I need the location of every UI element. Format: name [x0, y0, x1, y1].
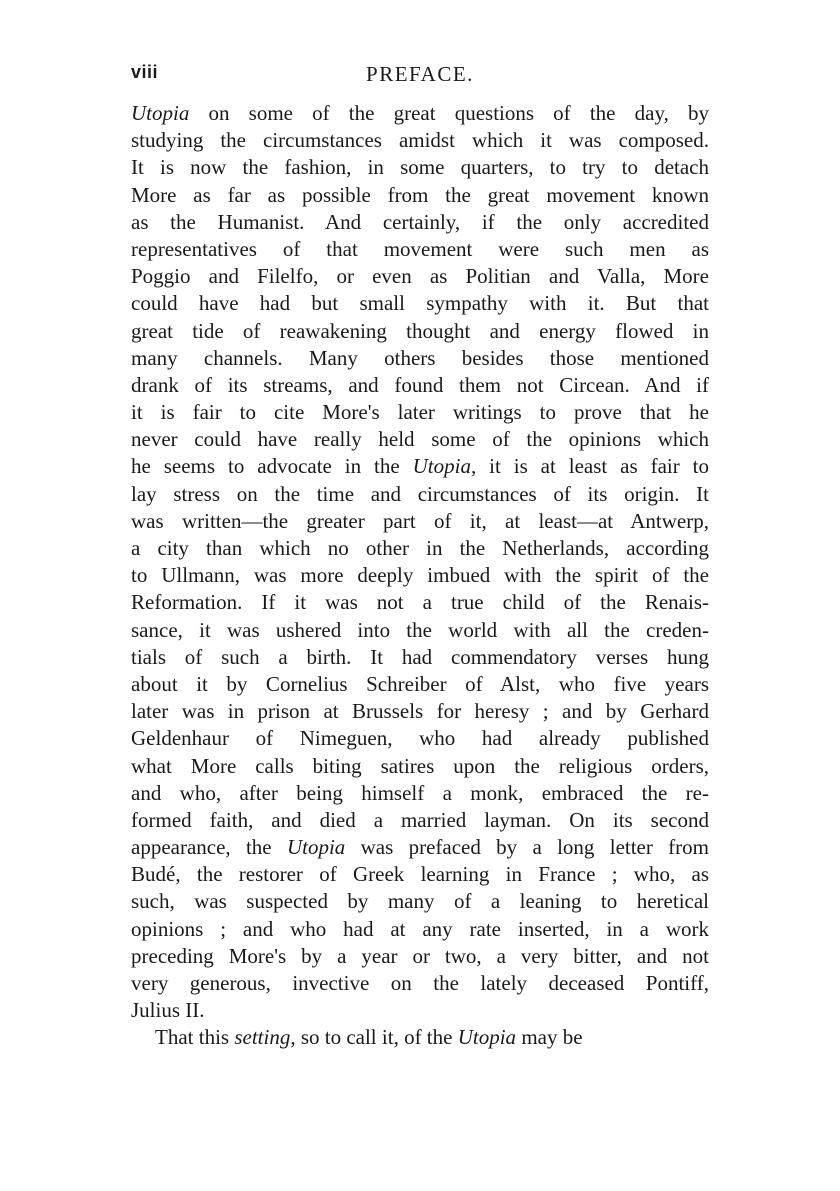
text-segment: Geldenhaur of Nimeguen, who had already published: [131, 726, 709, 751]
text-segment: could have had but small sympathy with it. But that: [131, 291, 709, 316]
text-line: [131, 807, 709, 834]
text-segment: , so to call it, of the: [290, 1025, 458, 1050]
text-segment: was prefaced by a long letter from: [345, 835, 710, 860]
text-segment: to Ullmann, was more deeply imbued with the spirit of the: [131, 563, 709, 588]
text-line: [131, 236, 709, 263]
text-segment: That this: [155, 1025, 235, 1050]
text-line: [131, 888, 709, 915]
text-line: [131, 698, 709, 725]
running-title: PREFACE.: [366, 62, 474, 86]
text-segment: opinions ; and who had at any rate inserted, in a work: [131, 916, 709, 941]
text-line: [131, 345, 709, 372]
text-segment: studying the circumstances amidst which it was composed.: [131, 128, 709, 153]
italic-text: Utopia: [286, 835, 346, 860]
text-line: [131, 209, 709, 236]
text-line: [131, 970, 709, 997]
text-segment: very generous, invective on the lately deceased Pontiff,: [131, 971, 709, 995]
text-line: [131, 753, 709, 780]
text-segment: may be: [516, 1025, 583, 1050]
text-line: [131, 263, 709, 290]
text-segment: appearance, the: [131, 835, 287, 860]
text-line: [131, 589, 709, 616]
body-text: [131, 100, 709, 1052]
text-line: [131, 725, 709, 752]
italic-text: Utopia: [457, 1025, 517, 1050]
text-segment: drank of its streams, and found them not Circean. And if: [131, 372, 709, 397]
text-segment: Reformation. If it was not a true child of the Renais-: [131, 590, 709, 615]
text-segment: , it is at least as fair to: [470, 454, 709, 479]
text-line: [131, 997, 709, 1024]
text-line: [131, 671, 709, 698]
text-segment: as the Humanist. And certainly, if the only accredited: [131, 209, 709, 234]
text-line: [131, 617, 709, 644]
text-segment: many channels. Many others besides those mentioned: [131, 345, 709, 370]
page-number: viii: [131, 62, 159, 82]
text-line: [131, 780, 709, 807]
text-line: [131, 127, 709, 154]
italic-text: setting: [234, 1025, 291, 1050]
text-segment: sance, it was ushered into the world with all the creden-: [131, 617, 709, 642]
text-segment: what More calls biting satires upon the religious orders,: [131, 753, 709, 778]
text-line: [131, 453, 709, 480]
book-page: [131, 62, 709, 1052]
text-line: [131, 372, 709, 399]
text-segment: and who, after being himself a monk, embraced the re-: [131, 780, 709, 805]
text-line: [131, 426, 709, 453]
text-segment: such, was suspected by many of a leaning to heretical: [131, 889, 709, 914]
text-segment: it is fair to cite More's later writings to prove that he: [131, 400, 709, 425]
text-segment: More as far as possible from the great movement known: [131, 182, 709, 207]
text-segment: tials of such a birth. It had commendatory verses hung: [131, 644, 709, 669]
text-line: [131, 318, 709, 345]
text-segment: great tide of reawakening thought and energy flowed in: [131, 318, 709, 343]
text-line: [131, 399, 709, 426]
text-segment: lay stress on the time and circumstances of its origin. It: [131, 481, 709, 506]
text-line: [131, 861, 709, 888]
text-segment: Budé, the restorer of Greek learning in France ; who, as: [131, 862, 709, 887]
text-segment: never could have really held some of the opinions which: [131, 427, 709, 452]
italic-text: Utopia: [412, 454, 471, 479]
text-segment: representatives of that movement were such men as: [131, 236, 709, 261]
italic-text: Utopia: [131, 101, 190, 125]
text-line: [131, 943, 709, 970]
text-line: [131, 481, 709, 508]
text-line: [131, 154, 709, 181]
text-line: [131, 535, 709, 562]
text-segment: Poggio and Filelfo, or even as Politian and Valla, More: [131, 264, 709, 289]
text-line: [131, 916, 709, 943]
text-segment: about it by Cornelius Schreiber of Alst, who five years: [131, 671, 709, 696]
running-head: [131, 62, 709, 88]
text-line: [131, 644, 709, 671]
text-line: [131, 508, 709, 535]
text-line: [131, 562, 709, 589]
text-segment: was written—the greater part of it, at least—at Antwerp,: [131, 508, 709, 533]
text-segment: It is now the fashion, in some quarters, to try to detach: [131, 155, 709, 180]
text-segment: preceding More's by a year or two, a very bitter, and not: [131, 943, 709, 968]
text-segment: later was in prison at Brussels for heresy ; and by Gerhard: [131, 699, 709, 724]
text-line: [131, 1024, 709, 1051]
text-segment: he seems to advocate in the: [131, 454, 413, 479]
text-segment: Julius II.: [131, 998, 205, 1023]
text-segment: formed faith, and died a married layman. On its second: [131, 807, 709, 832]
text-line: [131, 182, 709, 209]
text-line: [131, 834, 709, 861]
text-segment: on some of the great questions of the day, by: [189, 101, 709, 125]
text-line: [131, 100, 709, 127]
text-line: [131, 290, 709, 317]
text-segment: a city than which no other in the Netherlands, according: [131, 536, 709, 560]
